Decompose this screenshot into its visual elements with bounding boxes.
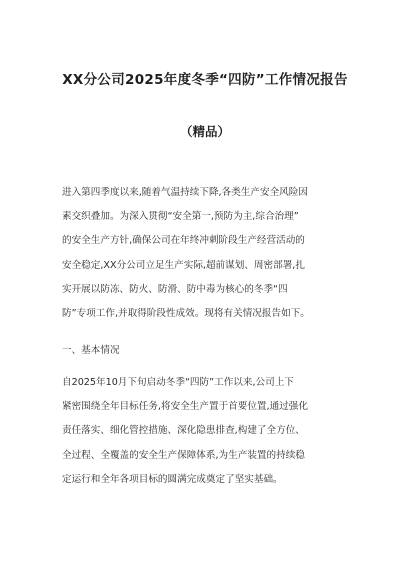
paragraph-line: 定运行和全年各项目标的圆满完成奠定了坚实基础。 xyxy=(62,473,283,485)
section-heading: 一、基本情况 xyxy=(62,345,120,356)
paragraph-line: 紧密围绕全年目标任务,将安全生产置于首要位置,通过强化 xyxy=(62,401,308,413)
paragraph-line: 安全稳定,XX分公司立足生产实际,超前谋划、周密部署,扎 xyxy=(62,259,305,271)
section-paragraph xyxy=(62,371,352,492)
paragraph-line: 的安全生产方针,确保公司在年终冲刺阶段生产经营活动的 xyxy=(62,235,305,247)
paragraph-line: 防”专项工作,并取得阶段性成效。现将有关情况报告如下。 xyxy=(62,308,310,320)
paragraph-line: 责任落实、细化管控措施、深化隐患排查,构建了全方位、 xyxy=(62,425,305,437)
paragraph-line: 素交织叠加。为深入贯彻“安全第一,预防为主,综合治理” xyxy=(62,211,299,223)
paragraph-line: 进入第四季度以来,随着气温持续下降,各类生产安全风险因 xyxy=(62,187,308,198)
document-subtitle: （精品） xyxy=(179,124,230,139)
document-title: XX分公司2025年度冬季“四防”工作情况报告 xyxy=(62,72,348,88)
paragraph-line: 全过程、全覆盖的安全生产保障体系,为生产装置的持续稳 xyxy=(62,449,305,461)
intro-paragraph xyxy=(62,181,352,326)
paragraph-line: 实开展以防冻、防火、防滑、防中毒为核心的冬季“四 xyxy=(62,283,288,295)
paragraph-line: 自2025年10月下旬启动冬季“四防”工作以来,公司上下 xyxy=(62,377,294,388)
